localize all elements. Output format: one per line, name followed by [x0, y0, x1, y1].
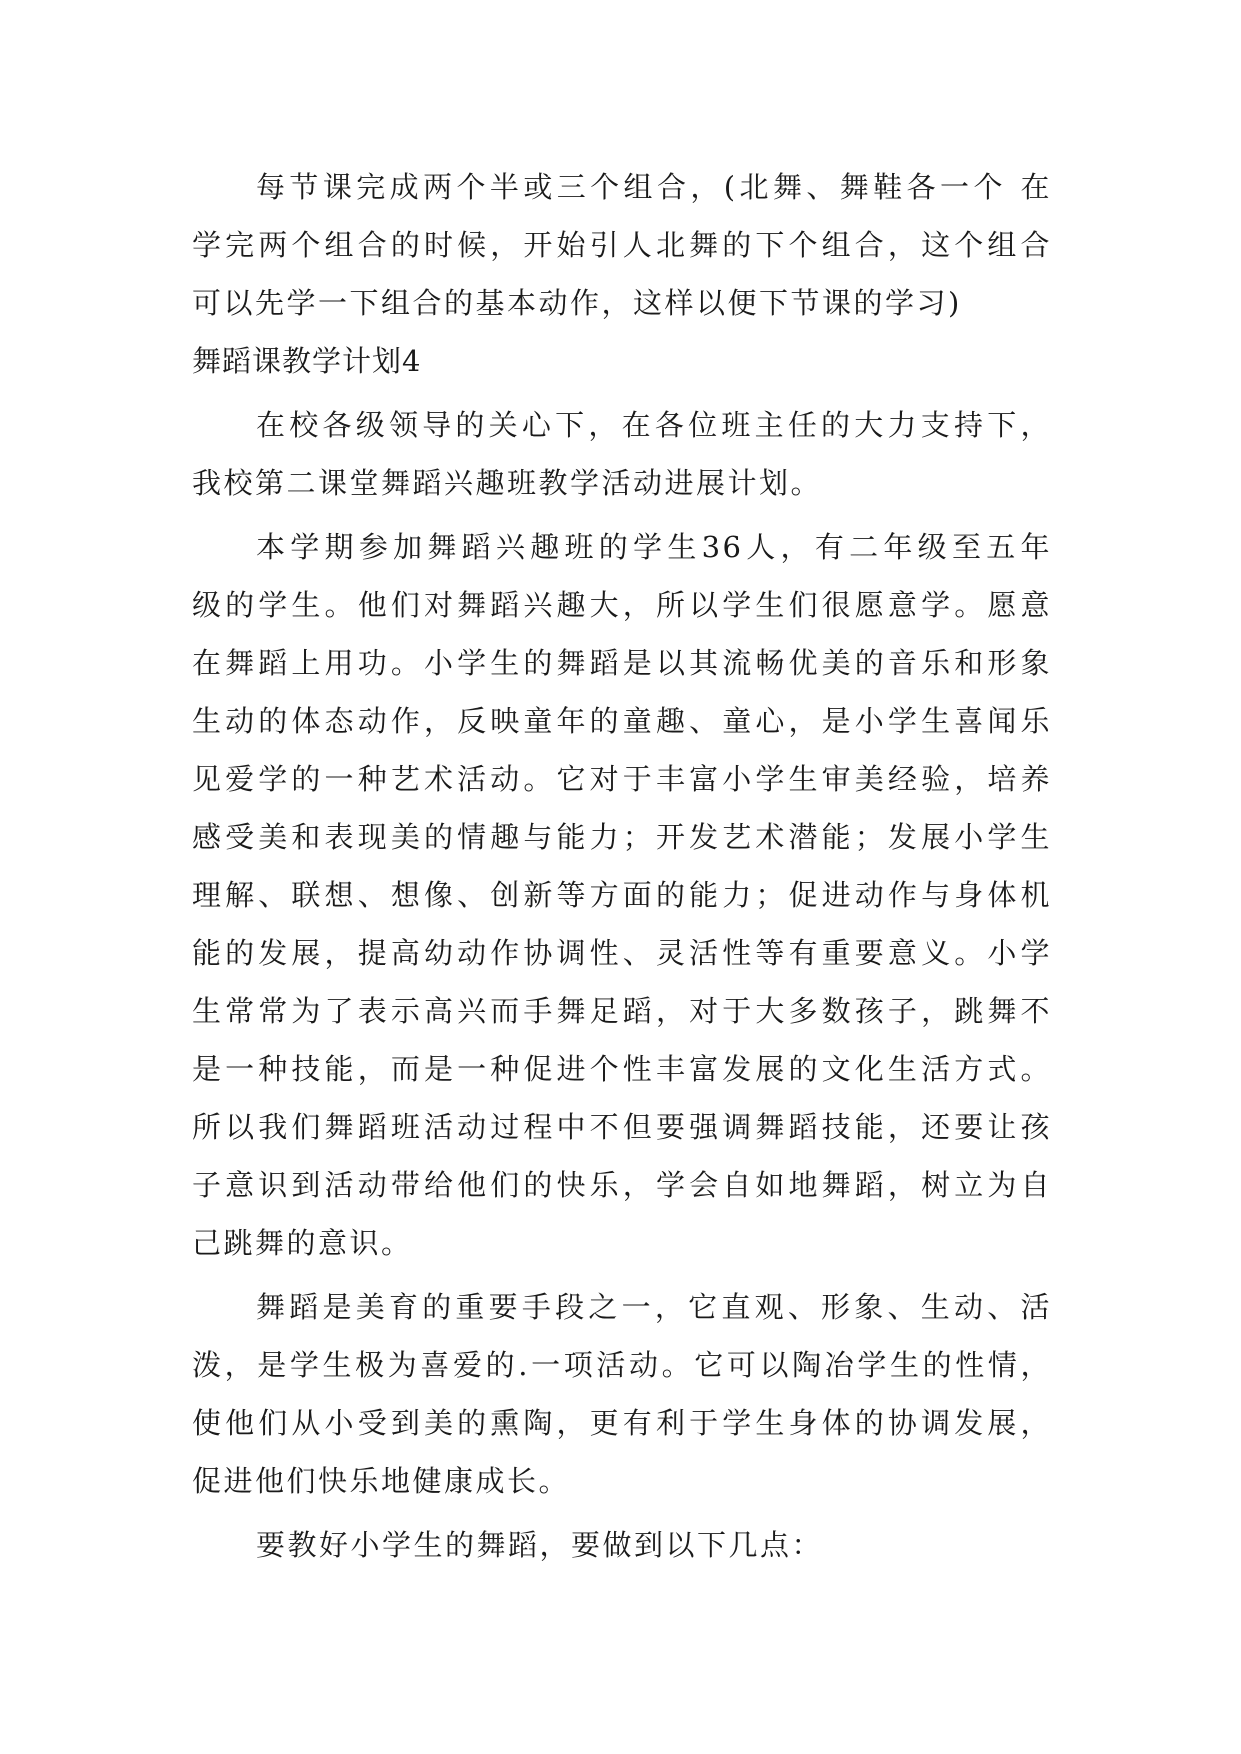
paragraph-line: 每节课完成两个半或三个组合，(北舞、舞鞋各一个 在	[256, 170, 1052, 204]
paragraph-line: 舞蹈是美育的重要手段之一，它直观、形象、生动、活	[256, 1290, 1052, 1324]
paragraph-line: 生常常为了表示高兴而手舞足蹈，对于大多数孩子，跳舞不	[192, 994, 1052, 1028]
paragraph-line: 感受美和表现美的情趣与能力；开发艺术潜能；发展小学生	[192, 820, 1052, 854]
paragraph-line: 能的发展，提高幼动作协调性、灵活性等有重要意义。小学	[192, 936, 1052, 970]
document-body	[192, 158, 1052, 1574]
paragraph-line: 级的学生。他们对舞蹈兴趣大，所以学生们很愿意学。愿意	[192, 588, 1052, 622]
paragraph-line: 理解、联想、想像、创新等方面的能力；促进动作与身体机	[192, 878, 1052, 912]
paragraph-line: 我校第二课堂舞蹈兴趣班教学活动进展计划。	[192, 466, 823, 500]
paragraph-line: 在校各级领导的关心下，在各位班主任的大力支持下，	[256, 408, 1052, 442]
paragraph-line: 要教好小学生的舞蹈，要做到以下几点：	[256, 1528, 824, 1562]
paragraph-line: 在舞蹈上用功。小学生的舞蹈是以其流畅优美的音乐和形象	[192, 646, 1052, 680]
section-heading: 舞蹈课教学计划4	[192, 344, 422, 378]
paragraph-line: 泼，是学生极为喜爱的.一项活动。它可以陶冶学生的性情，	[192, 1348, 1052, 1382]
paragraph-line: 所以我们舞蹈班活动过程中不但要强调舞蹈技能，还要让孩	[192, 1110, 1052, 1144]
paragraph-line: 使他们从小受到美的熏陶，更有利于学生身体的协调发展，	[192, 1406, 1052, 1440]
paragraph-line: 是一种技能，而是一种促进个性丰富发展的文化生活方式。	[192, 1052, 1052, 1086]
paragraph-line: 可以先学一下组合的基本动作，这样以便下节课的学习)	[192, 286, 962, 320]
paragraph-line: 促进他们快乐地健康成长。	[192, 1464, 571, 1498]
paragraph-line: 子意识到活动带给他们的快乐，学会自如地舞蹈，树立为自	[192, 1168, 1052, 1202]
paragraph-line: 学完两个组合的时候，开始引人北舞的下个组合，这个组合	[192, 228, 1052, 262]
paragraph-line: 本学期参加舞蹈兴趣班的学生36人，有二年级至五年	[256, 530, 1052, 564]
paragraph-line: 见爱学的一种艺术活动。它对于丰富小学生审美经验，培养	[192, 762, 1052, 796]
paragraph-line: 生动的体态动作，反映童年的童趣、童心，是小学生喜闻乐	[192, 704, 1052, 738]
paragraph-line: 己跳舞的意识。	[192, 1226, 413, 1260]
